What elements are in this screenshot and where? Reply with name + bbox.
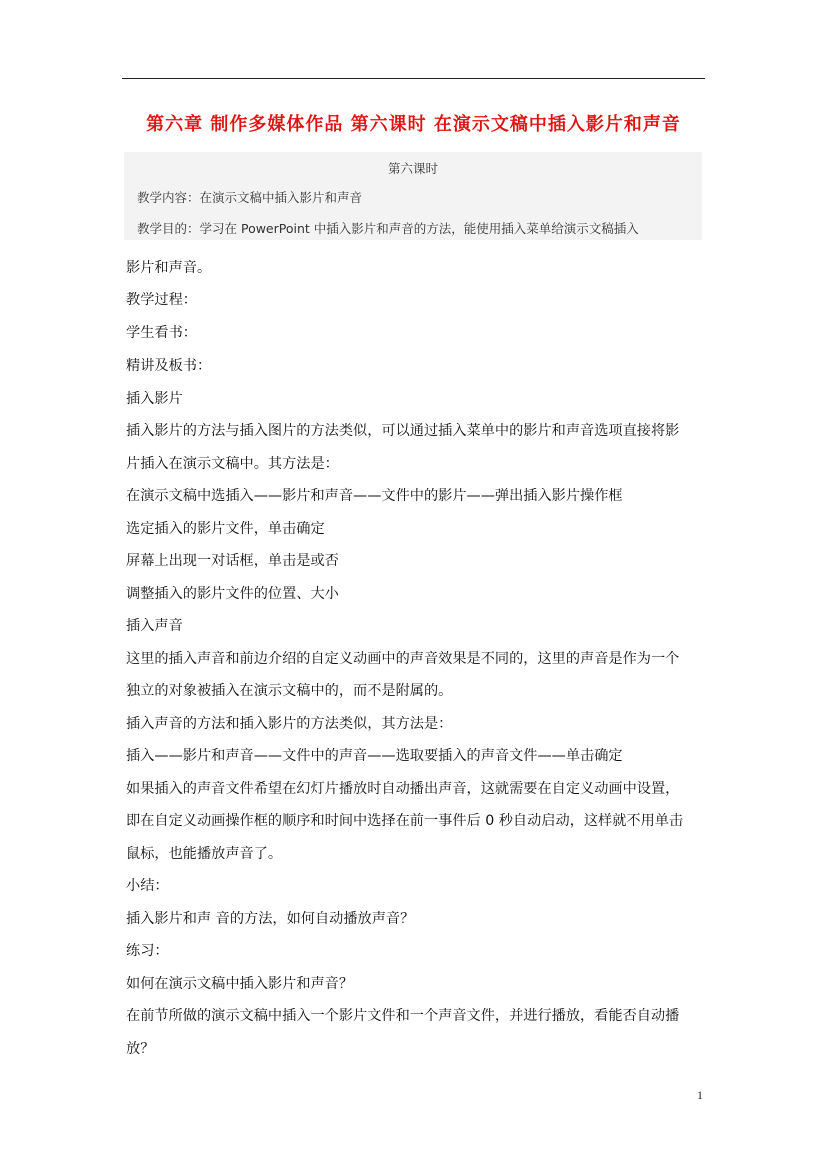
header-rule [122, 78, 705, 79]
page-number: 1 [697, 1088, 703, 1102]
body-line: 学生看书： [126, 325, 197, 341]
body-line: 选定插入的影片文件，单击确定 [126, 521, 325, 537]
body-line: 如果插入的声音文件希望在幻灯片播放时自动播出声音，这就需要在自定义动画中设置， [126, 781, 680, 797]
body-line: 在前节所做的演示文稿中插入一个影片文件和一个声音文件，并进行播放，看能否自动播 [126, 1008, 680, 1024]
body-line: 小结： [126, 878, 169, 894]
body-line: 精讲及板书： [126, 358, 212, 374]
body-line: 片插入在演示文稿中。其方法是： [126, 456, 339, 472]
scan-teaching-goal: 教学目的：学习在 PowerPoint 中插入影片和声音的方法，能使用插入菜单给演示文稿插入 [137, 221, 639, 236]
body-line: 插入影片的方法与插入图片的方法类似，可以通过插入菜单中的影片和声音选项直接将影 [126, 423, 680, 439]
body-line: 影片和声音。 [126, 260, 212, 276]
section-heading: 插入声音 [126, 618, 183, 634]
scanned-excerpt [124, 152, 702, 240]
scan-teaching-content: 教学内容：在演示文稿中插入影片和声音 [137, 190, 363, 205]
body-line: 在演示文稿中选插入——影片和声音——文件中的影片——弹出插入影片操作框 [126, 488, 623, 504]
body-line: 放？ [126, 1041, 155, 1057]
body-line: 屏幕上出现一对话框，单击是或否 [126, 553, 339, 569]
body-line: 即在自定义动画操作框的顺序和时间中选择在前一事件后 0 秒自动启动，这样就不用单击 [126, 813, 684, 829]
body-line: 插入声音的方法和插入影片的方法类似，其方法是： [126, 716, 453, 732]
section-heading: 插入影片 [126, 391, 183, 407]
document-title: 第六章 制作多媒体作品 第六课时 在演示文稿中插入影片和声音 [146, 114, 681, 135]
body-line: 这里的插入声音和前边介绍的自定义动画中的声音效果是不同的，这里的声音是作为一个 [126, 651, 680, 667]
body-line: 调整插入的影片文件的位置、大小 [126, 586, 339, 602]
body-line: 练习： [126, 943, 169, 959]
body-line: 插入影片和声 音的方法，如何自动播放声音？ [126, 911, 415, 927]
body-line: 如何在演示文稿中插入影片和声音？ [126, 976, 354, 992]
body-line: 鼠标，也能播放声音了。 [126, 846, 283, 862]
body-line: 插入——影片和声音——文件中的声音——选取要插入的声音文件——单击确定 [126, 748, 623, 764]
body-line: 独立的对象被插入在演示文稿中的，而不是附属的。 [126, 683, 453, 699]
scan-heading: 第六课时 [387, 161, 438, 176]
body-line: 教学过程： [126, 292, 197, 308]
